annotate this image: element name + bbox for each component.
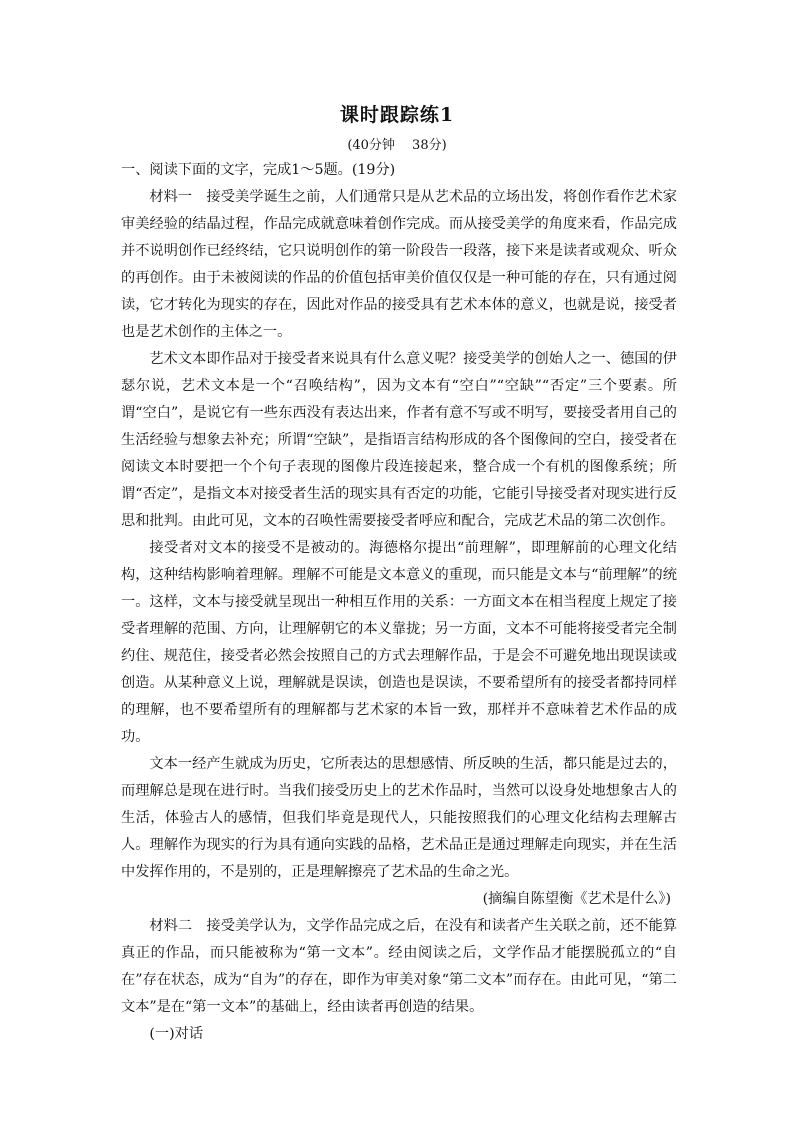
subsection-heading: (一)对话 <box>149 1026 204 1042</box>
document-body <box>121 157 677 1048</box>
time-score-note: (40分钟 38分) <box>347 138 447 153</box>
paragraph-material-one: 材料一 接受美学诞生之前，人们通常只是从艺术品的立场出发，将创作看作艺术家审美经验的结晶过程，作品完成就意味着创作完成。而从接受美学的角度来看，作品完成并不说明创作已经终结，它只说明创作的第一阶段告一段落，接下来是读者或观众、听众的再创作。由于未被阅读的作品的价值包括审美价值仅仅是一种可能的存在，只有通过阅读，它才转化为现实的存在，因此对作品的接受具有艺术本体的意义，也就是说，接受者也是艺术创作的主体之一。 <box>121 189 677 340</box>
section-heading: 一、阅读下面的文字，完成1～5题。(19分) <box>121 162 396 178</box>
source-note: (摘编自陈望衡《艺术是什么》) <box>482 891 671 907</box>
page-title: 课时跟踪练1 <box>339 104 455 126</box>
paragraph-history: 文本一经产生就成为历史，它所表达的思想感情、所反映的生活，都只能是过去的，而理解总是现在进行时。当我们接受历史上的艺术作品时，当然可以设身处地想象古人的生活，体验古人的感情，但我们毕竟是现代人，只能按照我们的心理文化结构去理解古人。理解作为现实的行为具有通向实践的品格，艺术品正是通过理解走向现实，并在生活中发挥作用的，不是别的，正是理解擦亮了艺术品的生命之光。 <box>121 756 677 880</box>
paragraph-material-two: 材料二 接受美学认为，文学作品完成之后，在没有和读者产生关联之前，还不能算真正的作品，而只能被称为“第一文本”。经由阅读之后，文学作品才能摆脱孤立的“自在”存在状态，成为“自为”的存在，即作为审美对象“第二文本”而存在。由此可见，“第二文本”是在“第一文本”的基础上，经由读者再创造的结果。 <box>121 918 677 1015</box>
paragraph-pre-understanding: 接受者对文本的接受不是被动的。海德格尔提出“前理解”，即理解前的心理文化结构，这种结构影响着理解。理解不可能是文本意义的重现，而只能是文本与“前理解”的统一。这样，文本与接受就呈现出一种相互作用的关系：一方面文本在相当程度上规定了接受者理解的范围、方向，让理解朝它的本义靠拢；另一方面，文本不可能将接受者完全制约住、规范住，接受者必然会按照自己的方式去理解作品，于是会不可避免地出现误读或创造。从某种意义上说，理解就是误读，创造也是误读，不要希望所有的接受者都持同样的理解，也不要希望所有的理解都与艺术家的本旨一致，那样并不意味着艺术作品的成功。 <box>121 540 677 745</box>
paragraph-call-structure: 艺术文本即作品对于接受者来说具有什么意义呢？接受美学的创始人之一、德国的伊瑟尔说，艺术文本是一个“召唤结构”，因为文本有“空白”“空缺”“否定”三个要素。所谓“空白”，是说它有一些东西没有表达出来，作者有意不写或不明写，要接受者用自己的生活经验与想象去补充；所谓“空缺”，是指语言结构形成的各个图像间的空白，接受者在阅读文本时要把一个个句子表现的图像片段连接起来，整合成一个有机的图像系统；所谓“否定”，是指文本对接受者生活的现实具有否定的功能，它能引导接受者对现实进行反思和批判。由此可见，文本的召唤性需要接受者呼应和配合，完成艺术品的第二次创作。 <box>121 351 677 529</box>
